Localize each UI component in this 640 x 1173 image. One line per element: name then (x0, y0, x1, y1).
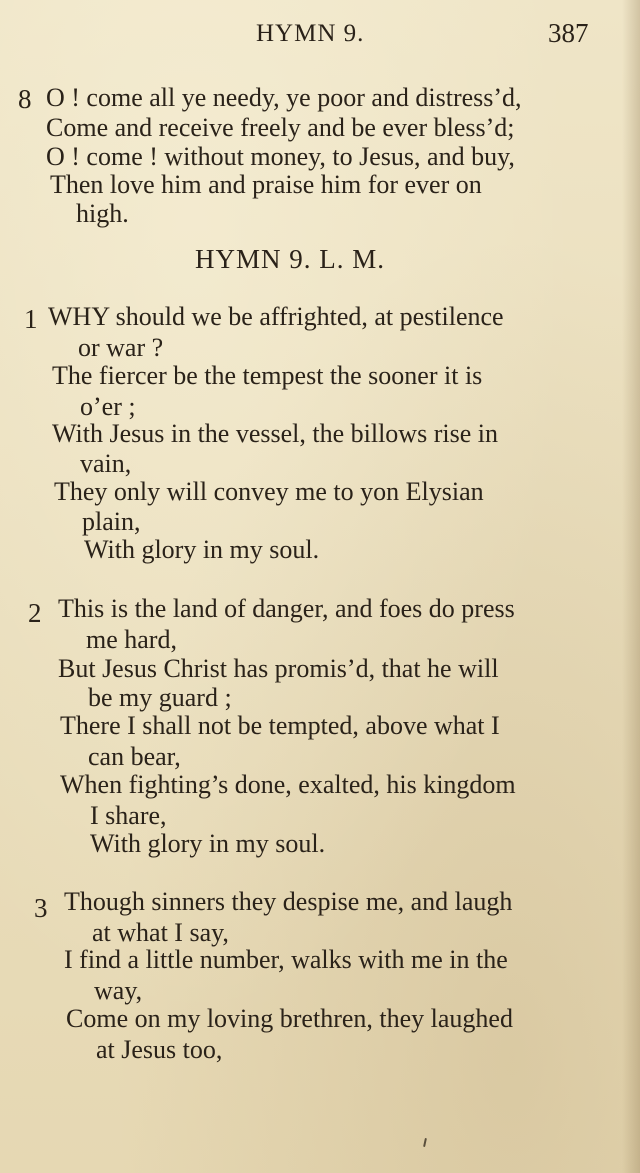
hymn-heading: HYMN 9. L. M. (195, 244, 386, 274)
verse-line: high. (76, 199, 129, 228)
verse-line: With glory in my soul. (90, 829, 326, 858)
verse-line: O ! come all ye needy, ye poor and distress’d, (46, 83, 522, 112)
verse-line: at Jesus too, (96, 1035, 223, 1064)
verse-line: I find a little number, walks with me in the (64, 945, 508, 974)
verse-line: WHY should we be affrighted, at pestilence (48, 302, 504, 331)
verse-line: way, (94, 976, 143, 1005)
verse-line: O ! come ! without money, to Jesus, and buy, (46, 142, 515, 171)
verse-line: Come and receive freely and be ever bless’d; (46, 113, 515, 142)
verse-line: be my guard ; (88, 683, 232, 712)
verse-line: With glory in my soul. (84, 535, 320, 564)
verse-line: at what I say, (92, 918, 229, 947)
page-number: 387 (548, 18, 589, 48)
verse-line: Come on my loving brethren, they laughed (66, 1004, 513, 1033)
verse-line: Then love him and praise him for ever on (50, 170, 482, 199)
verse-line: They only will convey me to yon Elysian (54, 477, 484, 506)
verse-line: There I shall not be tempted, above what I (60, 711, 500, 740)
verse-line: The fiercer be the tempest the sooner it is (52, 361, 483, 390)
verse-line: plain, (82, 507, 141, 536)
verse-line: Though sinners they despise me, and laugh (64, 887, 513, 916)
page-header (0, 18, 640, 52)
running-title: HYMN 9. (256, 20, 365, 47)
verse-line: vain, (80, 449, 132, 478)
verse-line: I share, (90, 801, 167, 830)
verse-line: can bear, (88, 742, 181, 771)
stanza-number: 8 (18, 84, 32, 114)
printer-mark (423, 1138, 427, 1147)
stanza-number: 2 (28, 598, 42, 628)
verse-line: o’er ; (80, 392, 136, 421)
verse-line: me hard, (86, 625, 177, 654)
verse-line: But Jesus Christ has promis’d, that he will (58, 654, 499, 683)
verse-line: This is the land of danger, and foes do press (58, 594, 515, 623)
stanza-number: 3 (34, 893, 48, 923)
verse-line: When fighting’s done, exalted, his kingdom (60, 770, 516, 799)
verse-line: or war ? (78, 333, 164, 362)
verse-line: With Jesus in the vessel, the billows rise in (52, 419, 498, 448)
stanza-number: 1 (24, 304, 38, 334)
